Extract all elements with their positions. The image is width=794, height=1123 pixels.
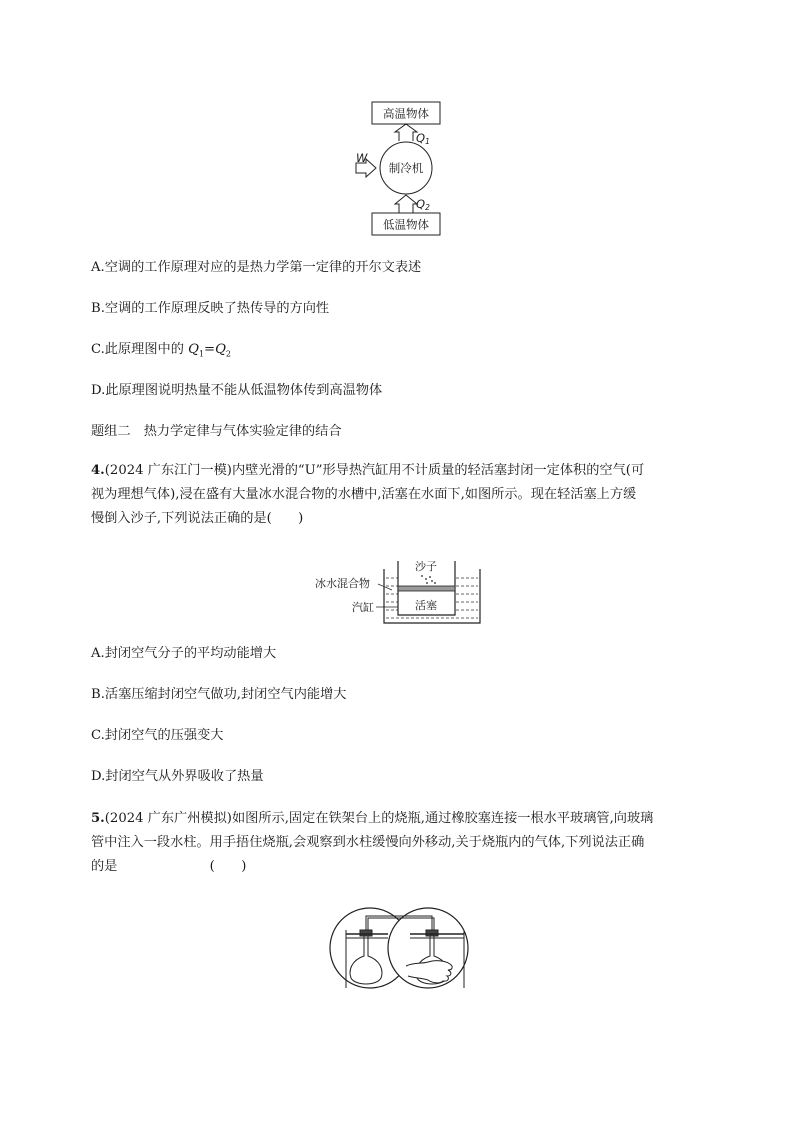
q1-label: Q1 <box>416 131 430 146</box>
q1-arrow <box>395 124 417 141</box>
q4-option-d: D.封闭空气从外界吸收了热量 <box>91 769 264 784</box>
refrigerator-label: 制冷机 <box>388 161 424 175</box>
sand-label: 沙子 <box>415 560 437 573</box>
refrigerator-diagram <box>340 96 460 241</box>
q5-line-1-text: (2024 广东广州模拟)如图所示,固定在铁架台上的烧瓶,通过橡胶塞连接一根水平玻璃管,向玻璃 <box>104 811 654 826</box>
low-temp-label: 低温物体 <box>383 217 429 232</box>
q5-stem <box>91 807 703 879</box>
work-label: W <box>356 151 368 165</box>
ice-water-label: 冰水混合物 <box>315 577 370 590</box>
q3-option-c <box>91 341 231 364</box>
ice-water-leader <box>378 584 392 590</box>
q5-number: 5. <box>91 811 105 826</box>
q4-line-3: 慢倒入沙子,下列说法正确的是( ) <box>91 511 304 526</box>
q4-stem <box>91 459 703 531</box>
high-temp-label: 高温物体 <box>383 106 429 121</box>
q3-option-b: B.空调的工作原理反映了热传导的方向性 <box>91 301 330 316</box>
q2-arrow <box>395 195 417 213</box>
q4-line-2: 视为理想气体),浸在盛有大量冰水混合物的水槽中,活塞在水面下,如图所示。现在轻活塞上方缓 <box>91 487 637 502</box>
q3-option-c-q1-sub: 1 <box>198 349 205 359</box>
q3-option-c-q2: Q <box>215 342 226 357</box>
group-title: 题组二 热力学定律与气体实验定律的结合 <box>91 424 342 439</box>
q3-option-c-q2-sub: 2 <box>225 349 232 359</box>
flask-diagram <box>324 904 476 990</box>
q4-number: 4. <box>91 463 105 478</box>
q4-option-c: C.封闭空气的压强变大 <box>91 728 224 743</box>
q3-option-c-eq: = <box>204 342 216 357</box>
q4-line-1-text: (2024 广东江门一模)内壁光滑的“U”形导热汽缸用不计质量的轻活塞封闭一定体积的空气(可 <box>104 463 645 478</box>
q3-option-a: A.空调的工作原理对应的是热力学第一定律的开尔文表述 <box>91 260 422 275</box>
q3-option-d: D.此原理图说明热量不能从低温物体传到高温物体 <box>91 383 383 398</box>
q4-line-1 <box>91 459 703 483</box>
q5-line-1 <box>91 807 703 831</box>
cylinder-label: 汽缸 <box>352 601 374 614</box>
q3-option-c-q1: Q <box>188 342 199 357</box>
piston <box>398 586 455 591</box>
q5-line-3: 的是 ( ) <box>91 859 247 874</box>
q4-option-b: B.活塞压缩封闭空气做功,封闭空气内能增大 <box>91 687 347 702</box>
q2-label: Q2 <box>416 197 430 212</box>
q5-line-2: 管中注入一段水柱。用手捂住烧瓶,会观察到水柱缓慢向外移动,关于烧瓶内的气体,下列说法正确 <box>91 835 645 850</box>
q3-option-c-prefix: C.此原理图中的 <box>91 342 189 357</box>
q4-option-a: A.封闭空气分子的平均动能增大 <box>91 646 277 661</box>
piston-label: 活塞 <box>415 599 437 612</box>
cylinder-diagram <box>314 556 484 626</box>
